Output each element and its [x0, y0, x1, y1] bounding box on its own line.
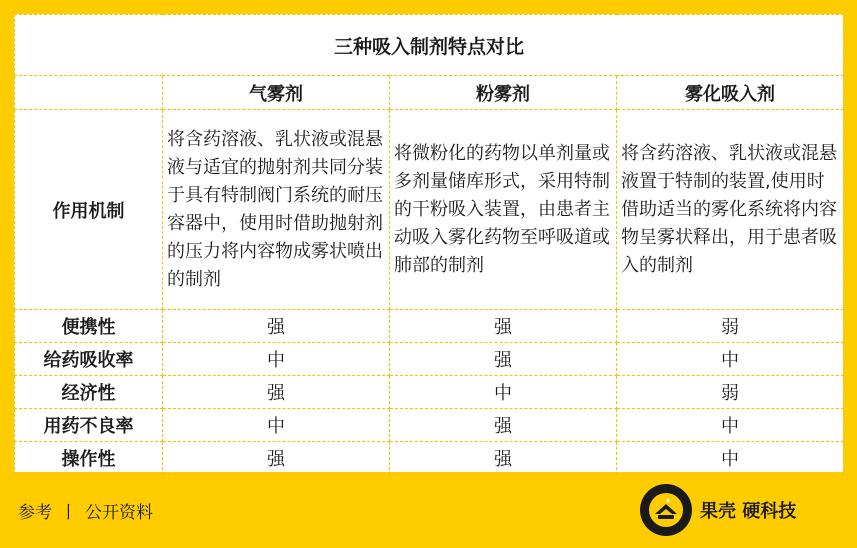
- footer-label: 参考: [18, 503, 52, 523]
- header-nebulizer: 雾化吸入剂: [617, 76, 844, 110]
- table-cell: 强: [163, 442, 390, 475]
- footer-separator: 丨: [60, 503, 77, 523]
- footer-source-text: 公开资料: [85, 503, 153, 523]
- table-row: [15, 376, 844, 409]
- table-row: [15, 343, 844, 376]
- row-label: 用药不良率: [15, 409, 163, 442]
- header-aerosol: 气雾剂: [163, 76, 390, 110]
- header-empty: [15, 76, 163, 110]
- comparison-card: [14, 14, 843, 472]
- table-title: 三种吸入制剂特点对比: [15, 15, 844, 76]
- brand-name: [700, 497, 796, 523]
- table-cell: 强: [390, 310, 617, 343]
- table-row: [15, 442, 844, 475]
- table-cell: 弱: [617, 376, 844, 409]
- table-cell: 弱: [617, 310, 844, 343]
- brand-logo: [640, 484, 796, 536]
- table-cell: 中: [163, 343, 390, 376]
- mechanism-aerosol: 将含药溶液、乳状液或混悬液与适宜的抛射剂共同分装于具有特制阀门系统的耐压容器中，使用时借助抛射剂的压力将内容物成雾状喷出的制剂: [163, 110, 390, 310]
- table-cell: 强: [163, 376, 390, 409]
- table-cell: 中: [390, 376, 617, 409]
- mechanism-nebulizer: 将含药溶液、乳状液或混悬液置于特制的装置,使用时借助适当的雾化系统将内容物呈雾状释出，用于患者吸入的制剂: [617, 110, 844, 310]
- brand-name-part2: 硬科技: [742, 501, 797, 522]
- table-cell: 强: [390, 409, 617, 442]
- row-label: 经济性: [15, 376, 163, 409]
- mechanism-powder: 将微粉化的药物以单剂量或多剂量储库形式，采用特制的干粉吸入装置，由患者主动吸入雾化药物至呼吸道或肺部的制剂: [390, 110, 617, 310]
- table-cell: 强: [163, 310, 390, 343]
- table-row: [15, 310, 844, 343]
- row-label: 便携性: [15, 310, 163, 343]
- guokr-logo-icon: [640, 484, 692, 536]
- table-row: [15, 409, 844, 442]
- row-label-mechanism: 作用机制: [15, 110, 163, 310]
- table-cell: 中: [617, 442, 844, 475]
- table-cell: 强: [390, 442, 617, 475]
- table-cell: 中: [617, 409, 844, 442]
- comparison-table: [14, 14, 844, 475]
- header-powder: 粉雾剂: [390, 76, 617, 110]
- footer-source: [18, 498, 153, 523]
- brand-name-part1: 果壳: [700, 501, 736, 522]
- row-label: 给药吸收率: [15, 343, 163, 376]
- table-cell: 中: [617, 343, 844, 376]
- row-label: 操作性: [15, 442, 163, 475]
- table-cell: 中: [163, 409, 390, 442]
- table-cell: 强: [390, 343, 617, 376]
